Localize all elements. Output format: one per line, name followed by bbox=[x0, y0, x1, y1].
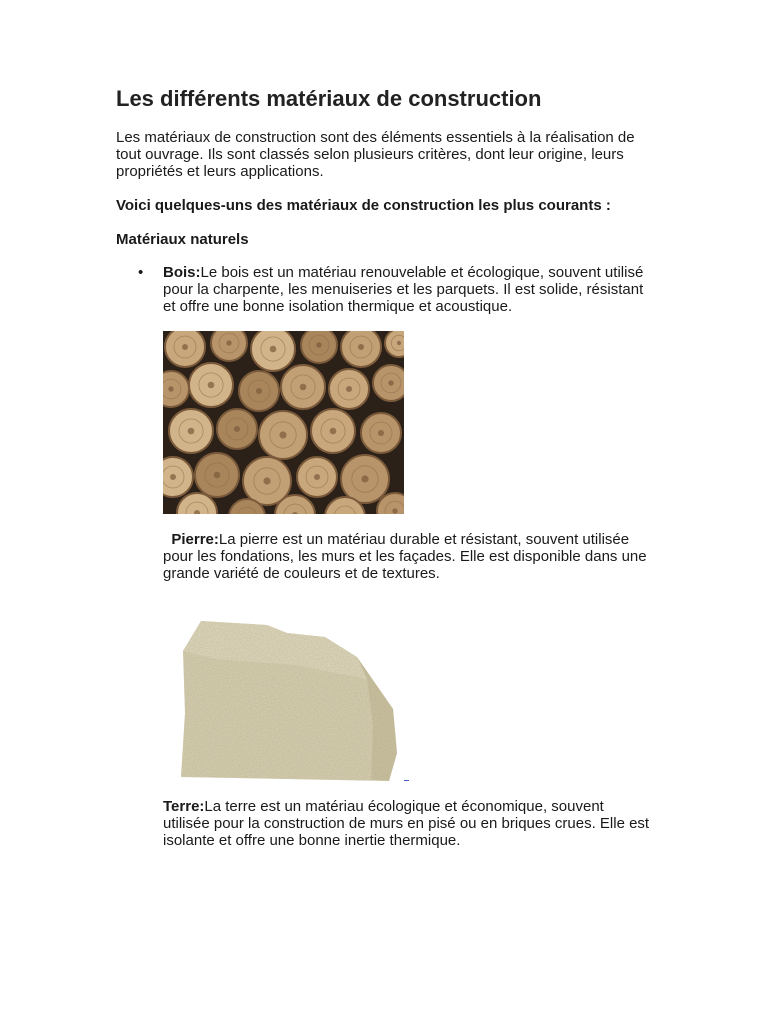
stone-block-image bbox=[175, 613, 405, 783]
page-title: Les différents matériaux de construction bbox=[116, 86, 542, 111]
item-term: Bois: bbox=[163, 264, 201, 281]
item-text: Le bois est un matériau renouvelable et écologique, souvent utilisé pour la charpente, les menuiseries et les parquets. Il est solide, résistant et offre une bonne isolation thermique et acoustique. bbox=[163, 264, 644, 315]
image-link-underline[interactable] bbox=[404, 780, 409, 781]
lead-sentence: Voici quelques-uns des matériaux de construction les plus courants : bbox=[116, 197, 611, 214]
list-item-pierre bbox=[163, 531, 653, 582]
intro-paragraph: Les matériaux de construction sont des éléments essentiels à la réalisation de tout ouvrage. Ils sont classés selon plusieurs critères, dont leur origine, leurs propriétés et leurs applications. bbox=[116, 129, 635, 180]
bullet-marker: • bbox=[138, 264, 144, 281]
item-term: Pierre: bbox=[171, 531, 219, 548]
item-text: La terre est un matériau écologique et économique, souvent utilisée pour la construction de murs en pisé ou en briques crues. Elle est isolante et offre une bonne inertie thermique. bbox=[163, 798, 650, 849]
item-text: La pierre est un matériau durable et résistant, souvent utilisée pour les fondations, les murs et les façades. Elle est disponible dans une grande variété de couleurs et de textures. bbox=[163, 531, 647, 582]
list-item-bois bbox=[163, 264, 653, 315]
list-item-terre bbox=[163, 798, 653, 849]
section-heading: Matériaux naturels bbox=[116, 231, 249, 248]
wood-logs-image bbox=[163, 331, 404, 514]
item-term: Terre: bbox=[163, 798, 205, 815]
